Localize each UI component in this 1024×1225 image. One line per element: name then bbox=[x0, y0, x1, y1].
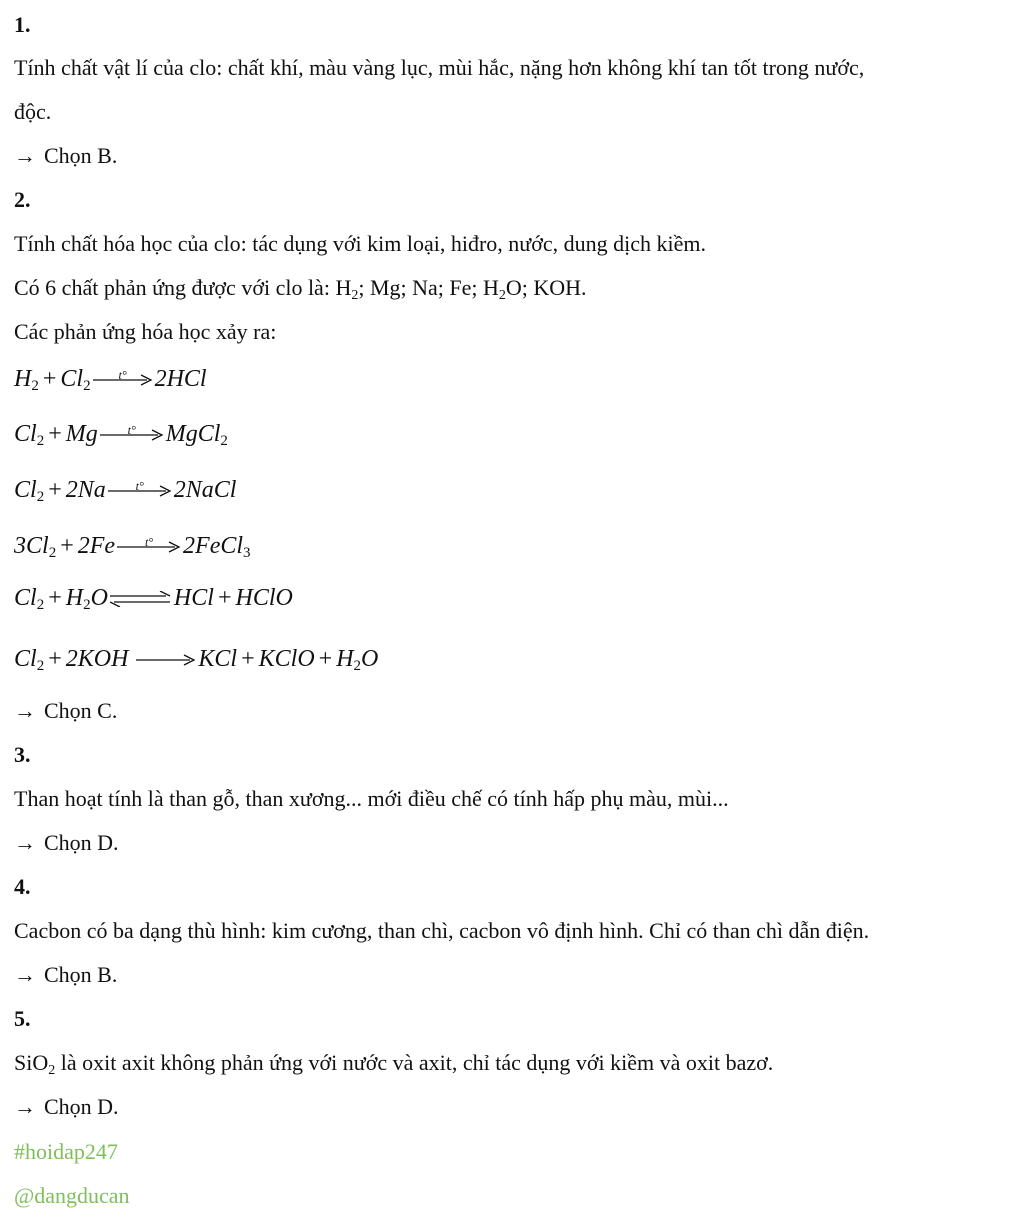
reaction-arrow-icon bbox=[117, 535, 181, 553]
reaction-arrow-icon bbox=[93, 368, 153, 386]
arrow-icon: → bbox=[14, 1094, 36, 1119]
q5-text-sub: 2 bbox=[48, 1063, 56, 1078]
author-handle: @dangducan bbox=[14, 1183, 130, 1208]
equation-cl2-h2o: $Cl_2 + H_2O$ HCl + HClO bbox=[14, 585, 293, 613]
q1-answer bbox=[14, 141, 117, 171]
equilibrium-arrow-icon bbox=[110, 591, 172, 607]
arrow-icon: → bbox=[14, 143, 36, 168]
q1-answer-text: Chọn B. bbox=[44, 143, 118, 168]
q3-answer bbox=[14, 828, 119, 858]
q2-text2-sub1: 2 bbox=[351, 288, 359, 303]
hashtag: #hoidap247 bbox=[14, 1139, 118, 1164]
heat-condition: t° bbox=[135, 479, 144, 494]
q2-text2-sub2: 2 bbox=[498, 288, 506, 303]
equation-h2-cl2: $H_2 + Cl_2$ t° 2HCl bbox=[14, 364, 207, 397]
q5-text-prefix: SiO bbox=[14, 1050, 49, 1075]
reaction-arrow-icon bbox=[100, 423, 164, 441]
q5-number: 5. bbox=[14, 1006, 31, 1031]
q3-text: Than hoạt tính là than gỗ, than xương... mới điều chế có tính hấp phụ màu, mùi... bbox=[14, 786, 729, 811]
q4-text: Cacbon có ba dạng thù hình: kim cương, than chì, cacbon vô định hình. Chỉ có than chì dẫn điện. bbox=[14, 918, 870, 943]
q3-number: 3. bbox=[14, 742, 31, 767]
arrow-icon: → bbox=[14, 962, 36, 987]
q5-answer bbox=[14, 1092, 119, 1122]
q2-answer bbox=[14, 696, 117, 726]
q4-number: 4. bbox=[14, 874, 31, 899]
q2-text2 bbox=[14, 273, 587, 303]
q2-text2-mid: ; Mg; Na; Fe; H bbox=[358, 275, 499, 300]
arrow-icon: → bbox=[14, 698, 36, 723]
equation-cl2-koh: $Cl_2 + 2KOH$ KCl + KClO + $H_2O$ bbox=[14, 646, 379, 674]
q3-answer-text: Chọn D. bbox=[44, 830, 119, 855]
q5-text bbox=[14, 1048, 773, 1078]
reaction-arrow-icon bbox=[108, 479, 172, 497]
q1-text-line2: độc. bbox=[14, 99, 52, 124]
q1-number: 1. bbox=[14, 12, 31, 37]
q2-number: 2. bbox=[14, 187, 31, 212]
q5-answer-text: Chọn D. bbox=[44, 1094, 119, 1119]
arrow-icon: → bbox=[14, 830, 36, 855]
reaction-arrow-icon bbox=[136, 654, 196, 666]
q2-text1: Tính chất hóa học của clo: tác dụng với kim loại, hiđro, nước, dung dịch kiềm. bbox=[14, 231, 706, 256]
q4-answer bbox=[14, 960, 117, 990]
q5-text-suffix: là oxit axit không phản ứng với nước và axit, chỉ tác dụng với kiềm và oxit bazơ. bbox=[55, 1050, 774, 1075]
q1-text-line1: Tính chất vật lí của clo: chất khí, màu vàng lục, mùi hắc, nặng hơn không khí tan tốt trong nước, bbox=[14, 55, 865, 80]
heat-condition: t° bbox=[127, 423, 136, 438]
q2-text2-prefix: Có 6 chất phản ứng được với clo là: H bbox=[14, 275, 352, 300]
q2-answer-text: Chọn C. bbox=[44, 698, 118, 723]
heat-condition: t° bbox=[118, 368, 127, 383]
heat-condition: t° bbox=[144, 535, 154, 550]
equation-cl2-mg: $Cl_2 + Mg$ t° MgCl$_2$ bbox=[14, 419, 228, 452]
equation-cl2-na: $Cl_2 + 2Na$ t° 2NaCl bbox=[14, 475, 236, 508]
equation-cl2-fe: $3Cl_2 + 2Fe$ t° 2FeCl$_3$ bbox=[14, 531, 251, 564]
q2-text2-suffix: O; KOH. bbox=[505, 275, 587, 300]
q2-text3: Các phản ứng hóa học xảy ra: bbox=[14, 319, 277, 344]
q4-answer-text: Chọn B. bbox=[44, 962, 118, 987]
